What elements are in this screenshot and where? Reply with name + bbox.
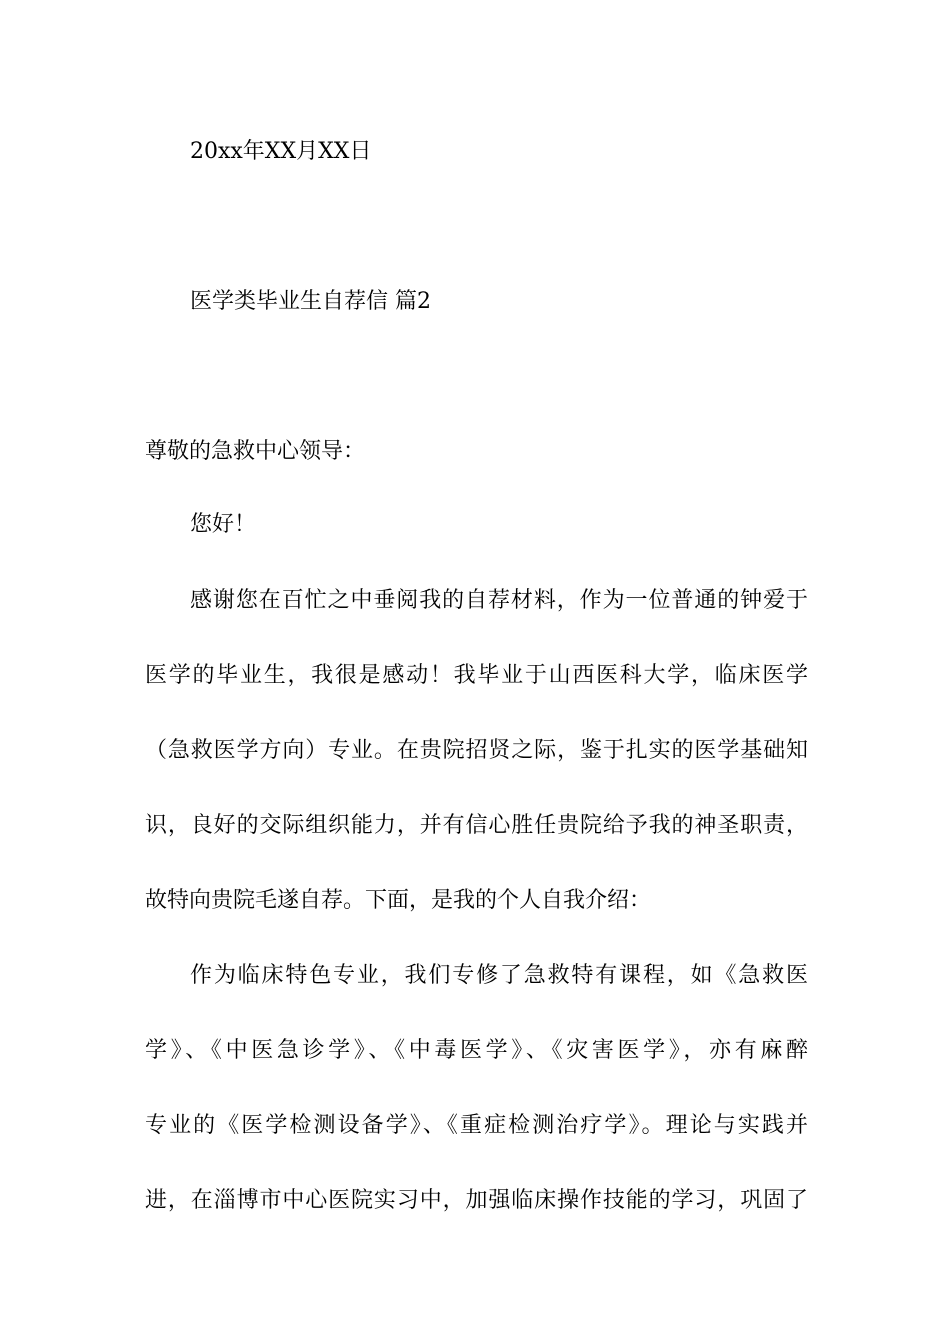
paragraph-line: 识，良好的交际组织能力，并有信心胜任贵院给予我的神圣职责， (145, 813, 808, 838)
paragraph-line: 作为临床特色专业，我们专修了急救特有课程，如《急救医 (190, 963, 808, 988)
paragraph-line: 感谢您在百忙之中垂阅我的自荐材料，作为一位普通的钟爱于 (190, 588, 808, 613)
salutation: 尊敬的急救中心领导： (145, 439, 366, 464)
paragraph-line: 医学的毕业生，我很是感动！我毕业于山西医科大学，临床医学 (145, 663, 808, 688)
paragraph-line: （急救医学方向）专业。在贵院招贤之际，鉴于扎实的医学基础知 (145, 738, 808, 763)
paragraph-line: 学》、《中医急诊学》、《中毒医学》、《灾害医学》，亦有麻醉 (145, 1038, 808, 1063)
paragraph-line: 故特向贵院毛遂自荐。下面，是我的个人自我介绍： (145, 888, 652, 913)
section-title: 医学类毕业生自荐信 篇2 (190, 289, 431, 314)
paragraph-line: 专业的《医学检测设备学》、《重症检测治疗学》。理论与实践并 (145, 1113, 808, 1138)
greeting: 您好！ (190, 512, 257, 537)
paragraph-line: 进，在淄博市中心医院实习中，加强临床操作技能的学习，巩固了 (145, 1188, 808, 1213)
date-line: 20xx年XX月XX日 (190, 139, 372, 164)
